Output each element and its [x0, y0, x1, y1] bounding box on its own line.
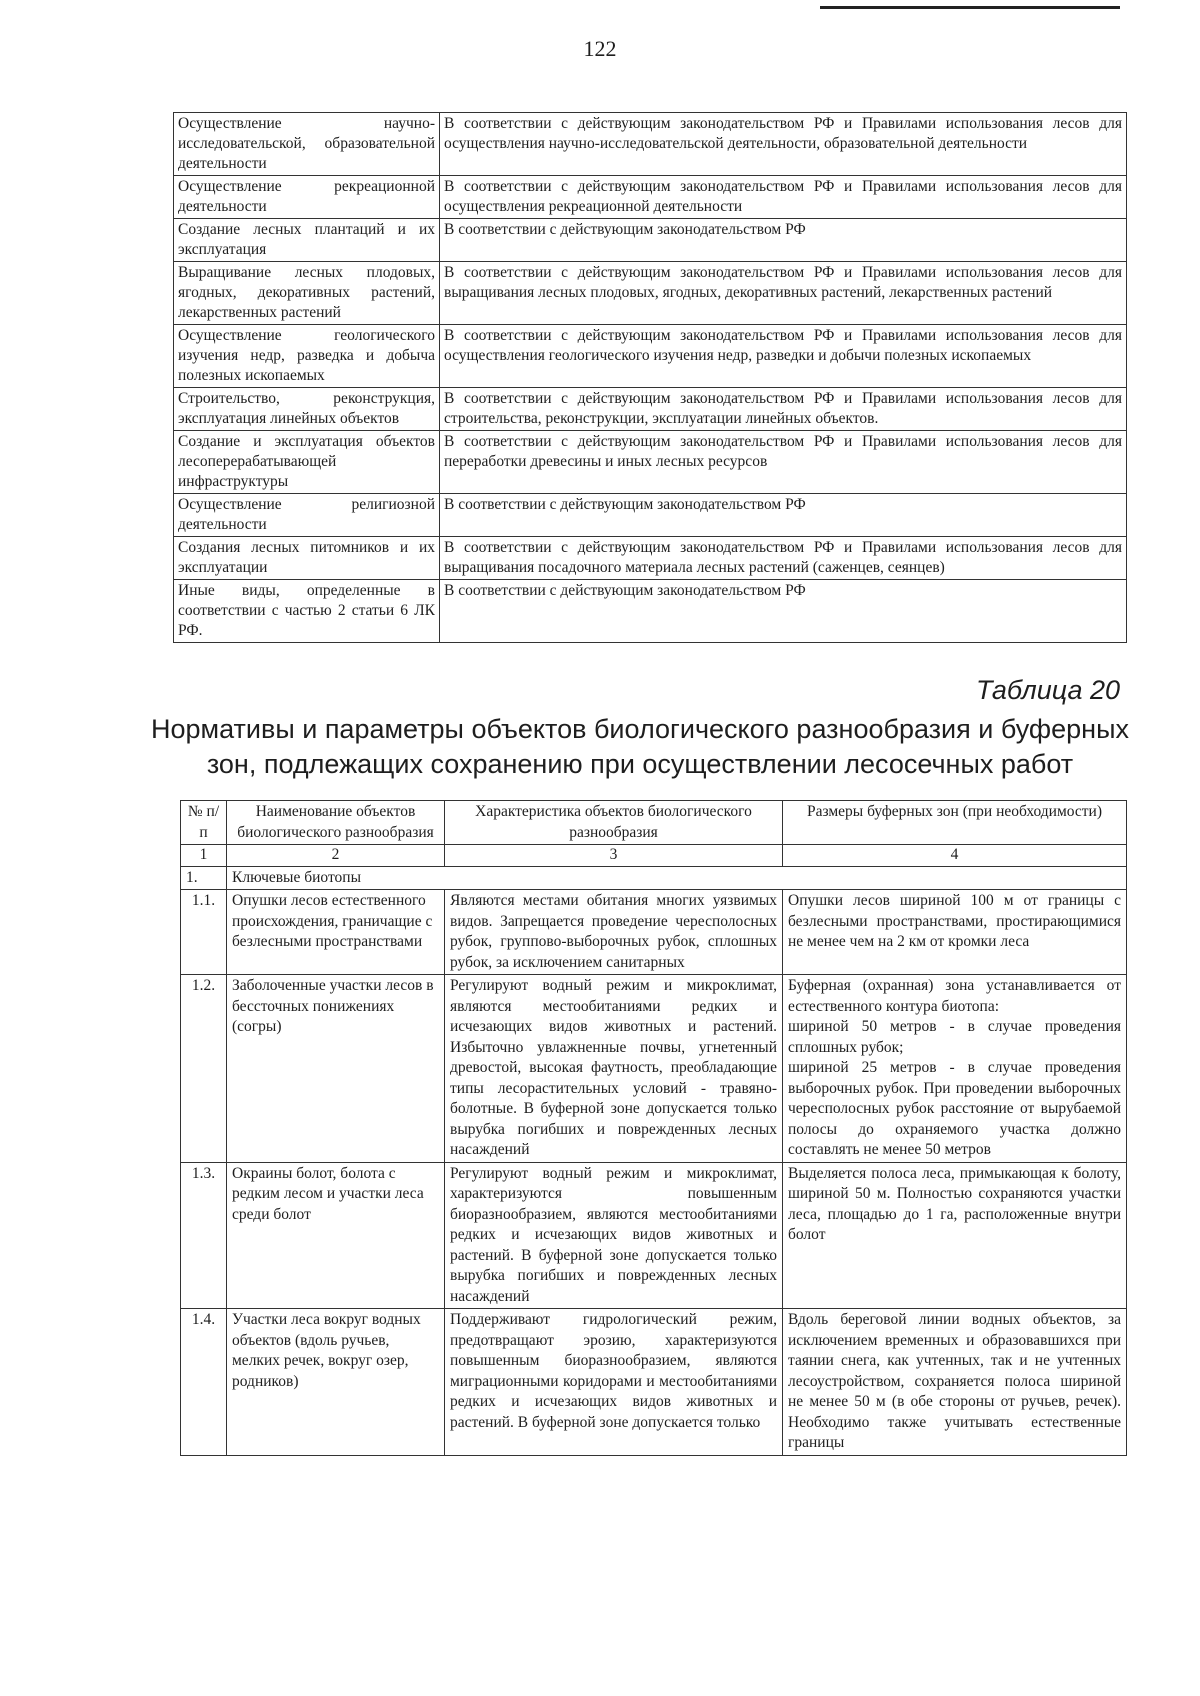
- regulation-cell: В соответствии с действующим законодательством РФ: [440, 580, 1127, 643]
- table-row: [174, 580, 1127, 643]
- regulation-cell: В соответствии с действующим законодательством РФ и Правилами использования лесов для выращивания посадочного материала лесных растений (саженцев, сеянцев): [440, 537, 1127, 580]
- use-type-cell: Строительство, реконструкция, эксплуатация линейных объектов: [174, 388, 440, 431]
- section-num: 1.: [181, 866, 227, 890]
- header-num: № п/п: [181, 801, 227, 845]
- object-name-cell: Участки леса вокруг водных объектов (вдоль ручьев, мелких речек, вокруг озер, родников): [227, 1309, 445, 1456]
- object-name-cell: Опушки лесов естественного происхождения, граничащие с безлесными пространствами: [227, 890, 445, 975]
- object-description-cell: Являются местами обитания многих уязвимых видов. Запрещается проведение чересполосных рубок, группово-выборочных рубок, сплошных рубок, за исключением санитарных: [445, 890, 783, 975]
- page-number: 122: [583, 36, 617, 61]
- table-row: [174, 113, 1127, 176]
- use-type-cell: Осуществление религиозной деятельности: [174, 494, 440, 537]
- table-row: [174, 219, 1127, 262]
- column-number-row: [181, 845, 1127, 867]
- header-desc: Характеристика объектов биологического разнообразия: [445, 801, 783, 845]
- row-number: 1.1.: [181, 890, 227, 975]
- regulation-cell: В соответствии с действующим законодательством РФ и Правилами использования лесов для выращивания лесных плодовых, ягодных, декоративных растений, лекарственных растений: [440, 262, 1127, 325]
- col-number: 1: [181, 845, 227, 867]
- object-description-cell: Регулируют водный режим и микроклимат, характеризуются повышенным биоразнообразием, являются местообитаниями редких и исчезающих видов животных и растений. В буферной зоне допускается только вырубка погибших и поврежденных лесных насаждений: [445, 1162, 783, 1309]
- section-title: Ключевые биотопы: [227, 866, 1127, 890]
- table-row: [174, 494, 1127, 537]
- table-row: [174, 325, 1127, 388]
- header-zone: Размеры буферных зон (при необходимости): [783, 801, 1127, 845]
- use-type-cell: Иные виды, определенные в соответствии с частью 2 статьи 6 ЛК РФ.: [174, 580, 440, 643]
- use-type-cell: Создание лесных плантаций и их эксплуатация: [174, 219, 440, 262]
- section-row: [181, 866, 1127, 890]
- table-caption: Таблица 20: [975, 675, 1120, 705]
- col-number: 2: [227, 845, 445, 867]
- table-row: [174, 176, 1127, 219]
- col-number: 3: [445, 845, 783, 867]
- table-row: [181, 1162, 1127, 1309]
- regulation-cell: В соответствии с действующим законодательством РФ и Правилами использования лесов для переработки древесины и иных лесных ресурсов: [440, 431, 1127, 494]
- table-row: [174, 262, 1127, 325]
- table-row: [174, 537, 1127, 580]
- table-row: [174, 431, 1127, 494]
- use-type-cell: Выращивание лесных плодовых, ягодных, декоративных растений, лекарственных растений: [174, 262, 440, 325]
- object-name-cell: Заболоченные участки лесов в бессточных понижениях (согры): [227, 975, 445, 1163]
- buffer-zone-cell: Вдоль береговой линии водных объектов, за исключением временных и образовавшихся при таянии снега, как учтенных, так и не учтенных лесоустройством, сохраняется полоса шириной не менее 50 м (в обе стороны от ручьев, речек). Необходимо также учитывать естественные границы: [783, 1309, 1127, 1456]
- regulation-cell: В соответствии с действующим законодательством РФ: [440, 494, 1127, 537]
- buffer-zone-cell: Буферная (охранная) зона устанавливается от естественного контура биотопа: шириной 50 метров - в случае проведения сплошных рубок; шириной 25 метров - в случае проведения выборочных рубок. При проведении выборочных чересполосных рубок расстояние от вырубаемой полосы до охраняемого участка должно составлять не менее 50 метров: [783, 975, 1127, 1163]
- regulation-cell: В соответствии с действующим законодательством РФ и Правилами использования лесов для строительства, реконструкции, эксплуатации линейных объектов.: [440, 388, 1127, 431]
- object-description-cell: Поддерживают гидрологический режим, предотвращают эрозию, характеризуются повышенным биоразнообразием, являются миграционными коридорами и местообитаниями редких и исчезающих видов животных и растений. В буферной зоне допускается только: [445, 1309, 783, 1456]
- table-row: [181, 890, 1127, 975]
- row-number: 1.3.: [181, 1162, 227, 1309]
- col-number: 4: [783, 845, 1127, 867]
- regulation-cell: В соответствии с действующим законодательством РФ и Правилами использования лесов для осуществления научно-исследовательской деятельности, образовательной деятельности: [440, 113, 1127, 176]
- table-header-row: [181, 801, 1127, 845]
- biodiversity-table: [180, 800, 1127, 1456]
- use-type-cell: Создание и эксплуатация объектов лесоперерабатывающей инфраструктуры: [174, 431, 440, 494]
- forest-use-table: [173, 112, 1127, 643]
- use-type-cell: Создания лесных питомников и их эксплуатации: [174, 537, 440, 580]
- regulation-cell: В соответствии с действующим законодательством РФ: [440, 219, 1127, 262]
- table-row: [181, 1309, 1127, 1456]
- use-type-cell: Осуществление рекреационной деятельности: [174, 176, 440, 219]
- use-type-cell: Осуществление геологического изучения недр, разведка и добыча полезных ископаемых: [174, 325, 440, 388]
- object-name-cell: Окраины болот, болота с редким лесом и участки леса среди болот: [227, 1162, 445, 1309]
- regulation-cell: В соответствии с действующим законодательством РФ и Правилами использования лесов для осуществления рекреационной деятельности: [440, 176, 1127, 219]
- table-title: Нормативы и параметры объектов биологического разнообразия и буферных зон, подлежащих сохранению при осуществлении лесосечных работ: [151, 714, 1129, 779]
- row-number: 1.2.: [181, 975, 227, 1163]
- use-type-cell: Осуществление научно-исследовательской, образовательной деятельности: [174, 113, 440, 176]
- regulation-cell: В соответствии с действующим законодательством РФ и Правилами использования лесов для осуществления геологического изучения недр, разведки и добычи полезных ископаемых: [440, 325, 1127, 388]
- row-number: 1.4.: [181, 1309, 227, 1456]
- table-row: [181, 975, 1127, 1163]
- buffer-zone-cell: Опушки лесов шириной 100 м от границы с безлесными пространствами, простирающимися не менее чем на 2 км от кромки леса: [783, 890, 1127, 975]
- header-name: Наименование объектов биологического разнообразия: [227, 801, 445, 845]
- scan-header-mark: [820, 0, 1120, 9]
- table-row: [174, 388, 1127, 431]
- buffer-zone-cell: Выделяется полоса леса, примыкающая к болоту, шириной 50 м. Полностью сохраняются участки леса, площадью до 1 га, расположенные внутри болот: [783, 1162, 1127, 1309]
- object-description-cell: Регулируют водный режим и микроклимат, являются местообитаниями редких и исчезающих видов животных и растений. Избыточно увлажненные почвы, угнетенный древостой, высокая фаутность, преобладающие типы лесорастительных условий - травяно-болотные. В буферной зоне допускается только вырубка погибших и поврежденных лесных насаждений: [445, 975, 783, 1163]
